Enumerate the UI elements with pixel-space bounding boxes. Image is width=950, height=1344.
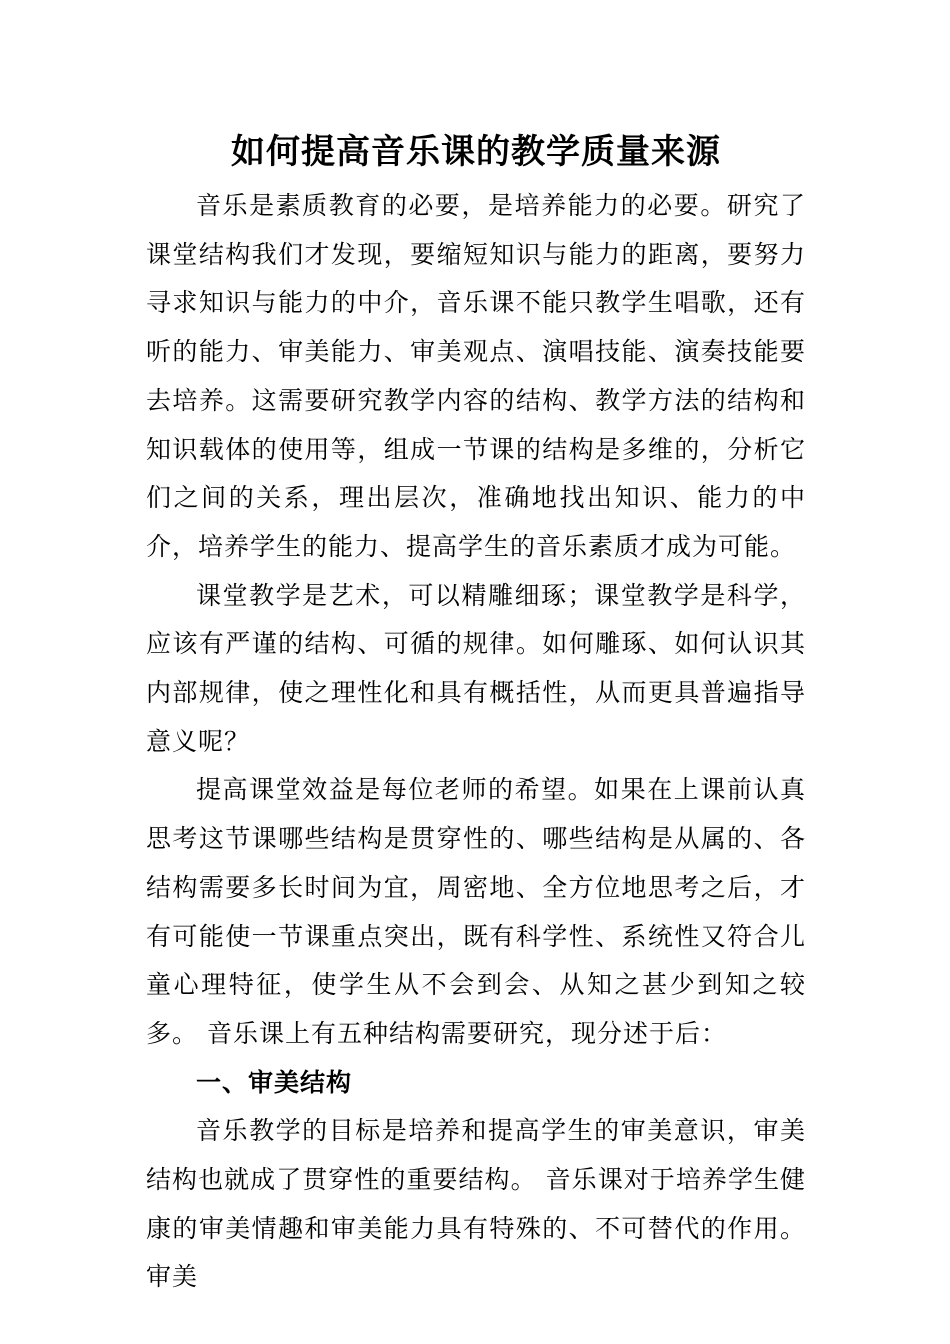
document-title: 如何提高音乐课的教学质量来源 [231, 132, 721, 172]
paragraph-intro: 音乐是素质教育的必要，是培养能力的必要。研究了课堂结构我们才发现，要缩短知识与能力的距离，要努力寻求知识与能力的中介，音乐课不能只教学生唱歌，还有听的能力、审美能力、审美观点、演唱技能、演奏技能要去培养。这需要研究教学内容的结构、教学方法的结构和知识载体的使用等，组成一节课的结构是多维的，分析它们之间的关系，理出层次，准确地找出知识、能力的中介，培养学生的能力、提高学生的音乐素质才成为可能。 [146, 191, 806, 561]
paragraph-art-science: 课堂教学是艺术，可以精雕细琢；课堂教学是科学，应该有严谨的结构、可循的规律。如何雕琢、如何认识其内部规律，使之理性化和具有概括性，从而更具普遍指导意义呢？ [146, 580, 806, 756]
paragraph-aesthetic: 音乐教学的目标是培养和提高学生的审美意识，审美结构也就成了贯穿性的重要结构。 音乐课对于培养学生健康的审美情趣和审美能力具有特殊的、不可替代的作用。审美 [146, 1116, 806, 1292]
document-page [146, 122, 806, 1302]
section-heading: 一、审美结构 [196, 1067, 353, 1097]
paragraph-efficiency: 提高课堂效益是每位老师的希望。如果在上课前认真思考这节课哪些结构是贯穿性的、哪些结构是从属的、各结构需要多长时间为宜，周密地、全方位地思考之后，才有可能使一节课重点突出，既有科学性、系统性又符合儿童心理特征，使学生从不会到会、从知之甚少到知之较多。 音乐课上有五种结构需要研究，现分述于后： [146, 775, 806, 1048]
